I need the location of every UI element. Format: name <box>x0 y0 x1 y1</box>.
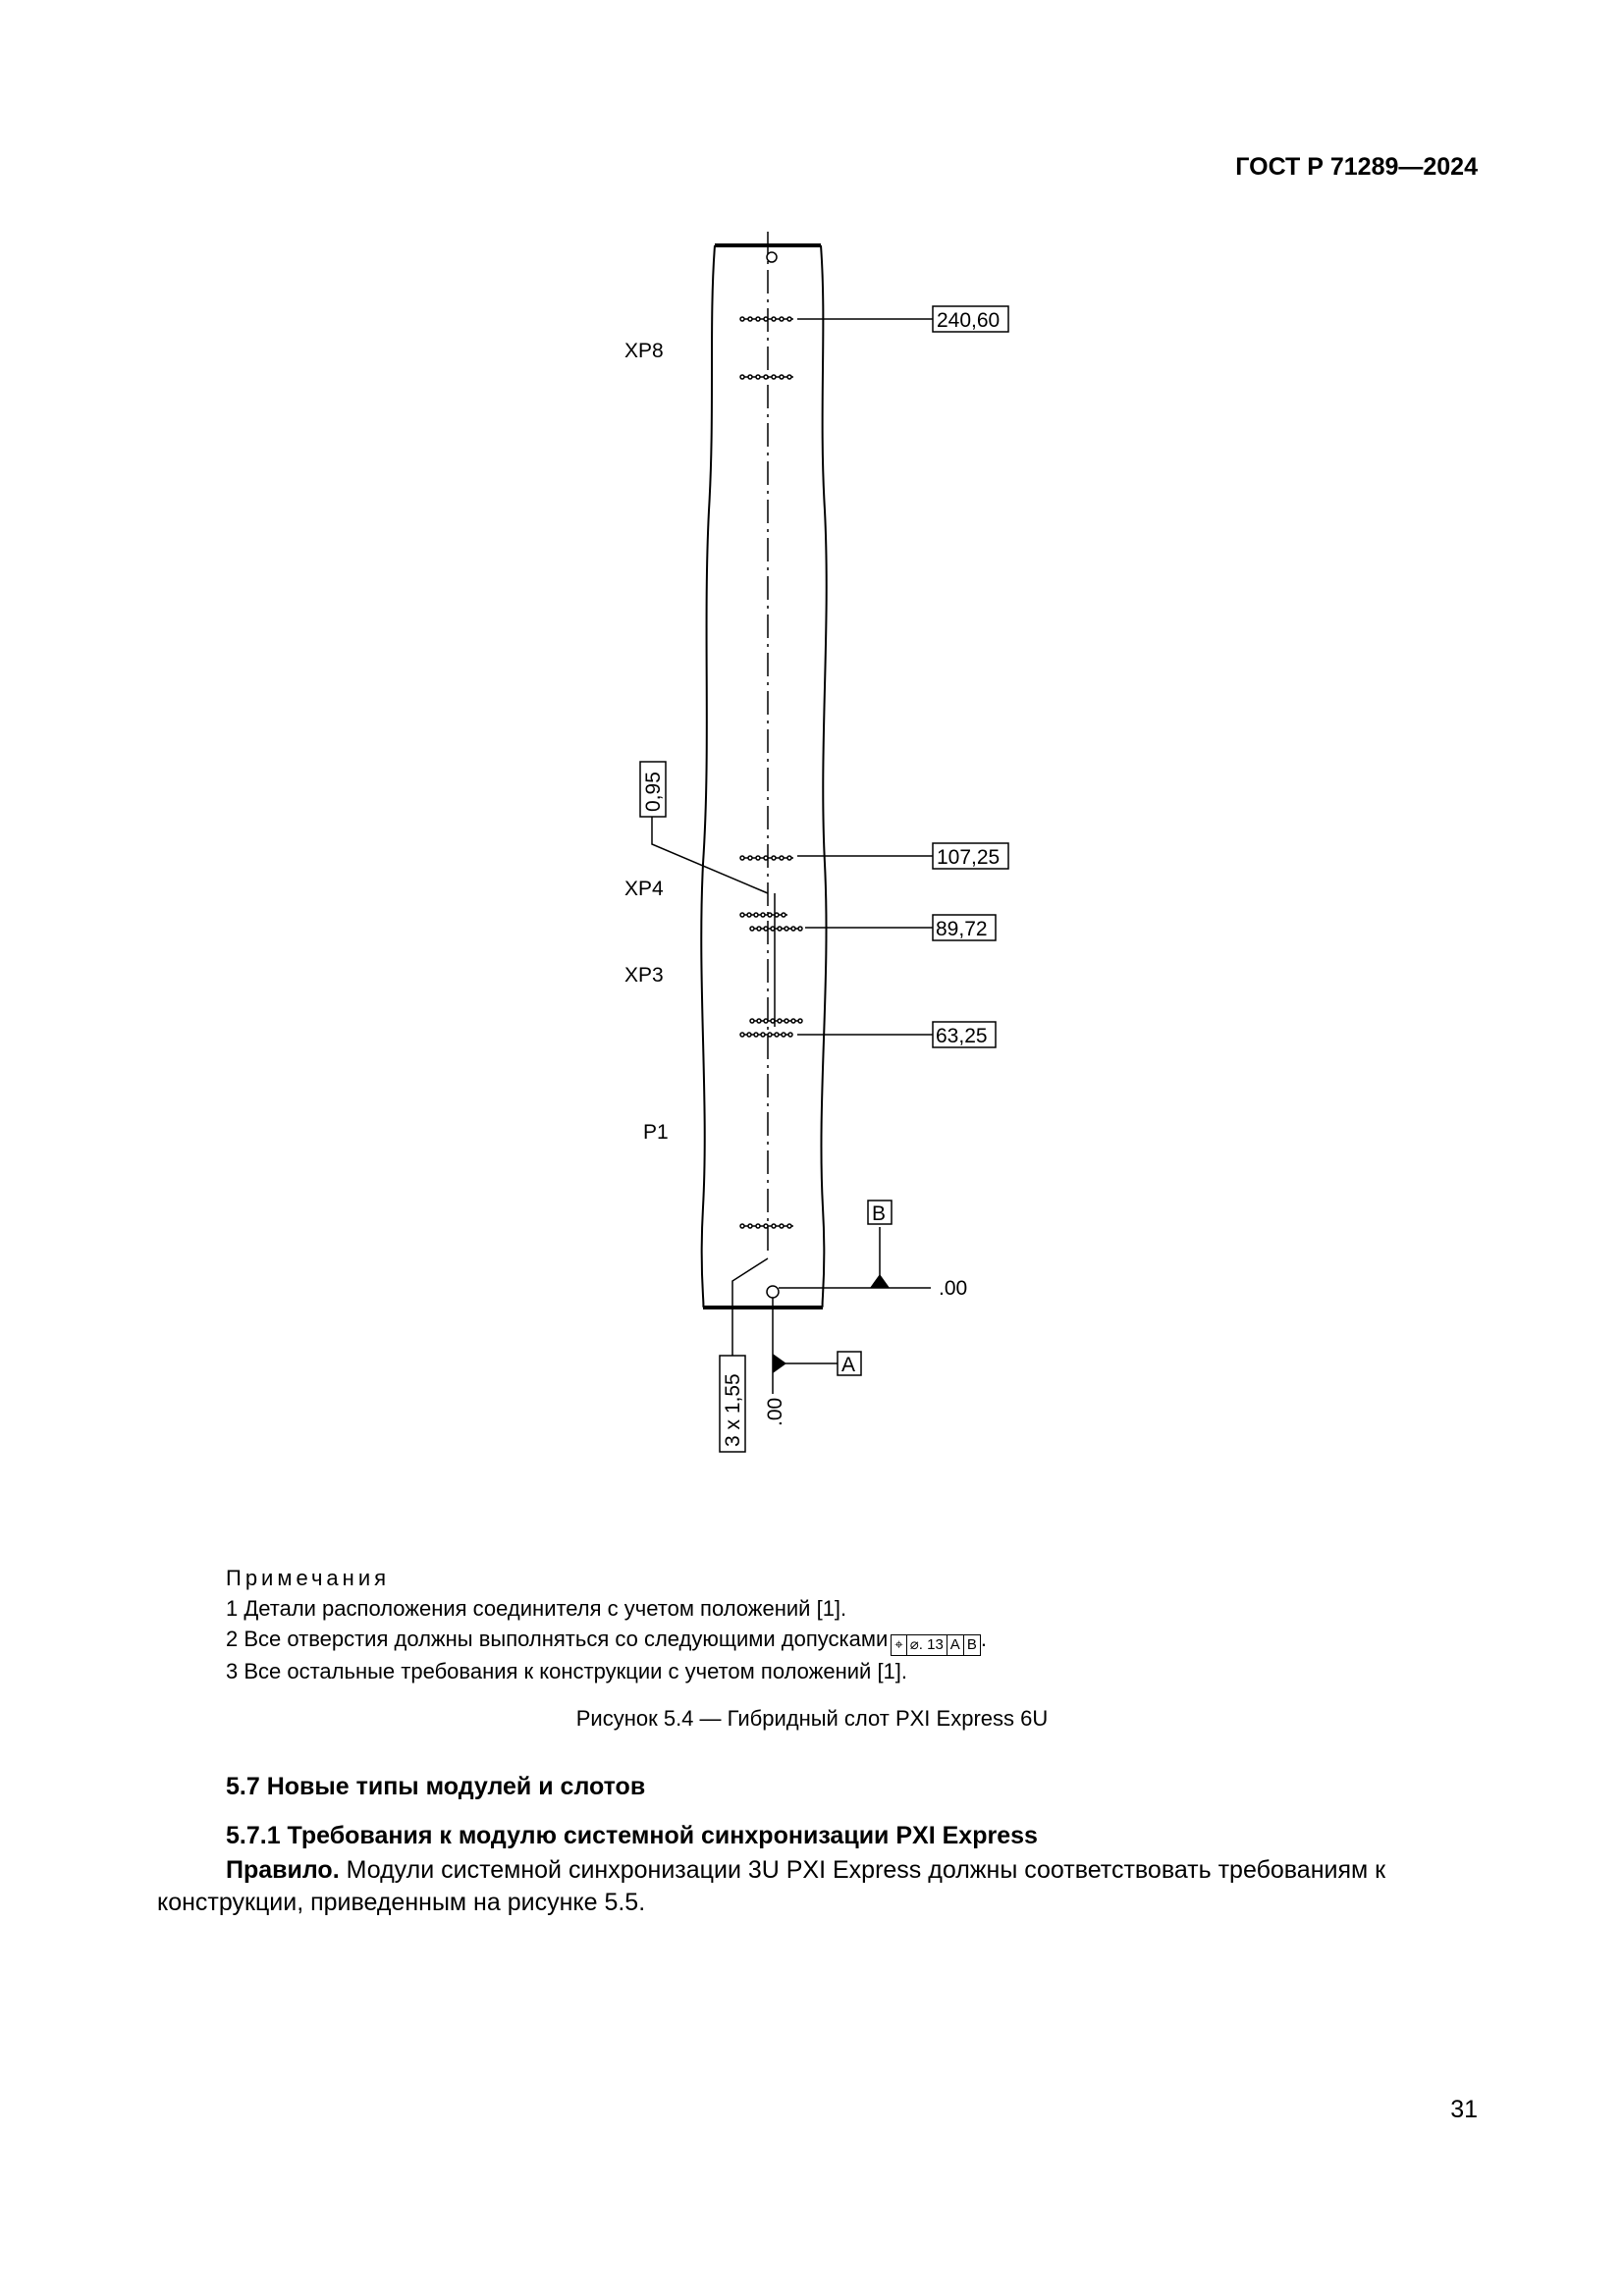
standard-id: ГОСТ Р 71289—2024 <box>1235 153 1478 181</box>
dim-89-72: 89,72 <box>936 918 988 940</box>
tolerance-datum-a: A <box>947 1635 964 1655</box>
xp4-row-top <box>740 856 793 860</box>
xp8-row-bottom <box>740 375 793 379</box>
tolerance-frame <box>891 1634 981 1656</box>
note-3: 3 Все остальные требования к конструкции с учетом положений [1]. <box>226 1659 908 1683</box>
datum-a-triangle <box>773 1354 786 1373</box>
xp4-row-b <box>750 927 802 931</box>
label-xp3: XP3 <box>624 964 664 987</box>
notes-title: Примечания <box>226 1566 391 1590</box>
dim-hole-spec: 3 x 1,55 <box>722 1373 744 1447</box>
hole-rows <box>740 317 802 1228</box>
note-2-text: 2 Все отверстия должны выполняться со следующими допусками <box>226 1627 889 1651</box>
top-hole <box>767 252 777 262</box>
dim-107-25: 107,25 <box>937 846 1001 869</box>
xp4-row-a <box>740 913 787 917</box>
datum-hole <box>767 1286 779 1298</box>
label-xp4: XP4 <box>624 878 664 900</box>
dim-240-60: 240,60 <box>937 309 1001 332</box>
section-heading: 5.7 Новые типы модулей и слотов <box>226 1773 646 1800</box>
rule-label: Правило. <box>226 1856 340 1884</box>
figure-notes <box>226 1563 987 1686</box>
label-p1: P1 <box>643 1121 669 1144</box>
position-tolerance-icon: ⌖ <box>892 1635 906 1655</box>
note-2-end: . <box>980 1627 987 1651</box>
tolerance-value: ⌀. 13 <box>907 1635 947 1655</box>
dim-63-25: 63,25 <box>936 1025 988 1047</box>
datum-b-label: B <box>872 1202 887 1225</box>
origin-y-label: .00 <box>764 1397 786 1426</box>
dim-slot-width: 0,95 <box>642 772 665 812</box>
board-left-edge <box>701 245 715 1308</box>
xp3-row-b <box>740 1033 792 1037</box>
board-right-edge <box>821 245 827 1308</box>
xp8-row-top <box>740 317 793 321</box>
note-1: 1 Детали расположения соединителя с учетом положений [1]. <box>226 1596 847 1621</box>
p1-row <box>740 1224 793 1228</box>
rule-paragraph <box>157 1854 1478 1919</box>
rule-text: Модули системной синхронизации 3U PXI Express должны соответствовать требованиям к конструкции, приведенным на рисунке 5.5. <box>157 1856 1386 1916</box>
label-xp8: XP8 <box>624 340 664 362</box>
datum-a-label: A <box>841 1354 856 1376</box>
note-2 <box>226 1624 987 1656</box>
xp3-row-a <box>750 1019 802 1023</box>
subsection-heading: 5.7.1 Требования к модулю системной синхронизации PXI Express <box>226 1822 1038 1849</box>
figure-caption: Рисунок 5.4 — Гибридный слот PXI Express 6U <box>575 1706 1049 1731</box>
origin-x-label: .00 <box>939 1277 968 1300</box>
leader-095 <box>652 817 768 893</box>
page-number: 31 <box>1450 2096 1478 2123</box>
tolerance-datum-b: B <box>966 1636 977 1653</box>
datum-b-triangle <box>870 1274 890 1288</box>
